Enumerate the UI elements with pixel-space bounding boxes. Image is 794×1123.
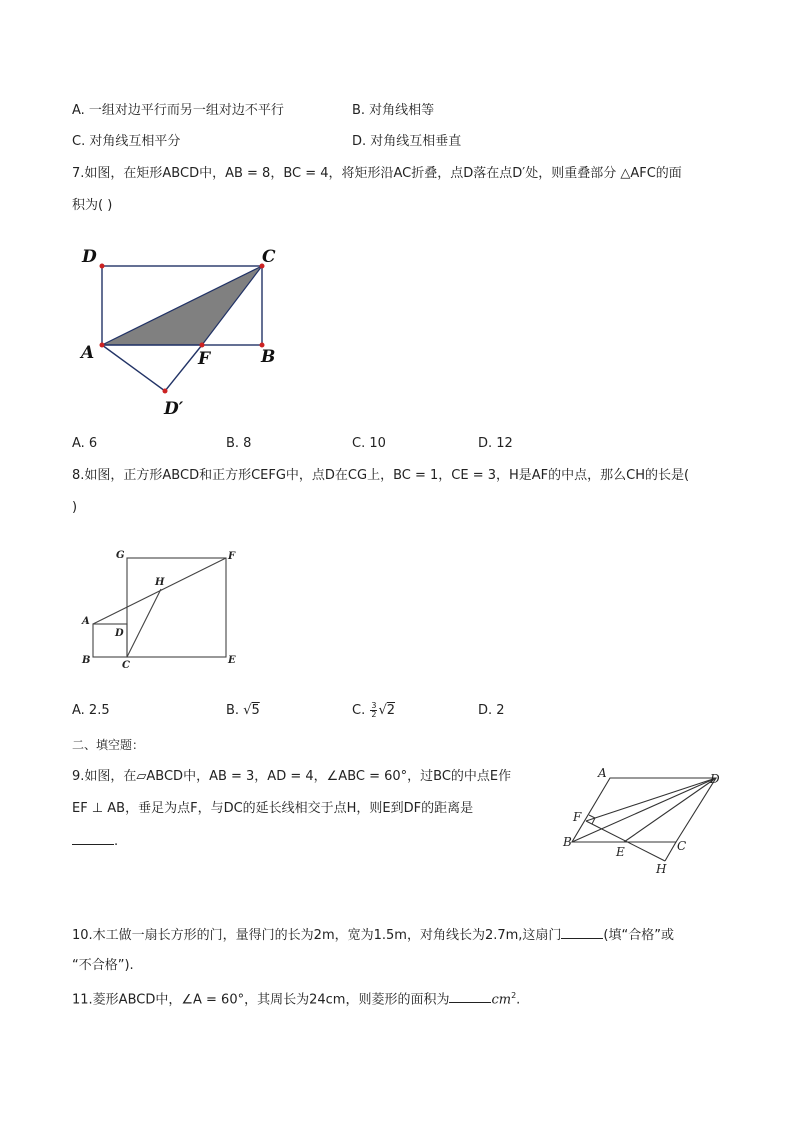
- q7-option-c: C. 10: [352, 436, 386, 451]
- q11-stem-text: 11.菱形ABCD中，∠A = 60°，其周长为24cm，则菱形的面积为: [72, 992, 450, 1008]
- segment-d-prime-f: [165, 345, 202, 391]
- q6-option-c: C. 对角线互相平分: [72, 134, 181, 149]
- q8-option-b-prefix: B.: [226, 703, 244, 718]
- segment-df: [586, 778, 716, 821]
- label-d-prime: D′: [164, 399, 184, 419]
- label-c: C: [122, 660, 130, 671]
- q9-answer-line: [72, 830, 118, 852]
- q8-figure: [72, 545, 252, 675]
- answer-blank[interactable]: [449, 988, 491, 1003]
- q8-stem-line1: 8.如图，正方形ABCD和正方形CEFG中，点D在CG上，BC = 1，CE = 3，H是AF的中点，那么CH的长是(: [72, 468, 690, 483]
- q8-option-b-radicand: 5: [251, 703, 260, 718]
- label-a: A: [82, 616, 90, 627]
- q8-option-c: [352, 701, 395, 721]
- q7-option-a: A. 6: [72, 436, 98, 451]
- q11-stem: [72, 986, 520, 1010]
- q8-option-d: D. 2: [478, 703, 505, 718]
- q7-option-d: D. 12: [478, 436, 513, 451]
- label-b: B: [261, 347, 276, 367]
- label-d: D: [710, 772, 720, 786]
- label-a: A: [598, 766, 607, 780]
- fraction: [370, 702, 377, 719]
- point-d-prime: [163, 389, 168, 394]
- label-c: C: [262, 247, 276, 267]
- q8-option-b: [226, 701, 260, 721]
- q10-stem-part2: (填“合格”或: [603, 928, 674, 943]
- q10-stem-line2: “不合格”).: [72, 958, 134, 973]
- label-f: F: [228, 551, 236, 562]
- q8-stem-line2: ): [72, 500, 78, 515]
- label-d: D: [82, 247, 97, 267]
- answer-blank[interactable]: [561, 924, 603, 939]
- fraction-numerator: 3: [371, 701, 377, 710]
- point-f: [200, 343, 205, 348]
- point-d: [100, 264, 105, 269]
- q11-period: .: [516, 992, 521, 1008]
- q9-stem-line2: EF ⊥ AB，垂足为点F，与DC的延长线相交于点H，则E到DF的距离是: [72, 801, 474, 816]
- fraction-denominator: 2: [371, 710, 377, 719]
- label-h: H: [155, 577, 165, 588]
- label-a: A: [81, 343, 95, 363]
- segment-ch-extension: [665, 842, 676, 861]
- q10-stem-line1: [72, 924, 674, 946]
- segment-bd: [572, 778, 716, 842]
- q7-stem-line1: 7.如图，在矩形ABCD中，AB = 8，BC = 4，将矩形沿AC折叠，点D落在点D′处，则重叠部分 △AFC的面: [72, 166, 682, 181]
- q10-stem-part1: 10.木工做一扇长方形的门，量得门的长为2m，宽为1.5m，对角线长为2.7m,这扇门: [72, 928, 562, 943]
- label-c: C: [677, 839, 687, 853]
- q8-option-c-radicand: 2: [386, 703, 396, 718]
- label-b: B: [82, 655, 91, 666]
- square-cefg: [127, 558, 226, 657]
- q9-stem-line1: 9.如图，在▱ABCD中，AB = 3，AD = 4，∠ABC = 60°，过BC的中点E作: [72, 769, 512, 784]
- point-a: [100, 343, 105, 348]
- sqrt-sign: √: [378, 703, 387, 718]
- q11-unit: cm: [491, 992, 512, 1008]
- sqrt-sign: √: [243, 703, 252, 718]
- segment-ad-prime: [102, 345, 165, 391]
- q9-period: .: [114, 834, 119, 849]
- answer-blank[interactable]: [72, 830, 114, 845]
- q6-option-a: A. 一组对边平行而另一组对边不平行: [72, 103, 284, 118]
- label-b: B: [563, 835, 572, 849]
- q8-option-c-prefix: C.: [352, 703, 370, 718]
- q11-unit-exponent: 2: [511, 991, 517, 1000]
- q9-figure: [558, 763, 738, 883]
- segment-de: [624, 778, 716, 842]
- label-e: E: [616, 845, 625, 859]
- section-title-fill-in: 二、填空题：: [72, 738, 145, 752]
- label-g: G: [116, 550, 125, 561]
- q8-option-a: A. 2.5: [72, 703, 110, 718]
- q6-option-b: B. 对角线相等: [352, 103, 435, 118]
- overlap-triangle-afc: [102, 266, 262, 345]
- q7-option-b: B. 8: [226, 436, 252, 451]
- q6-option-d: D. 对角线互相垂直: [352, 134, 462, 149]
- label-f: F: [198, 349, 211, 369]
- label-h: H: [656, 862, 667, 876]
- label-e: E: [228, 655, 236, 666]
- q7-stem-line2: 积为( ): [72, 198, 113, 213]
- label-d: D: [115, 628, 124, 639]
- label-f: F: [573, 810, 582, 824]
- q7-figure: [72, 240, 292, 420]
